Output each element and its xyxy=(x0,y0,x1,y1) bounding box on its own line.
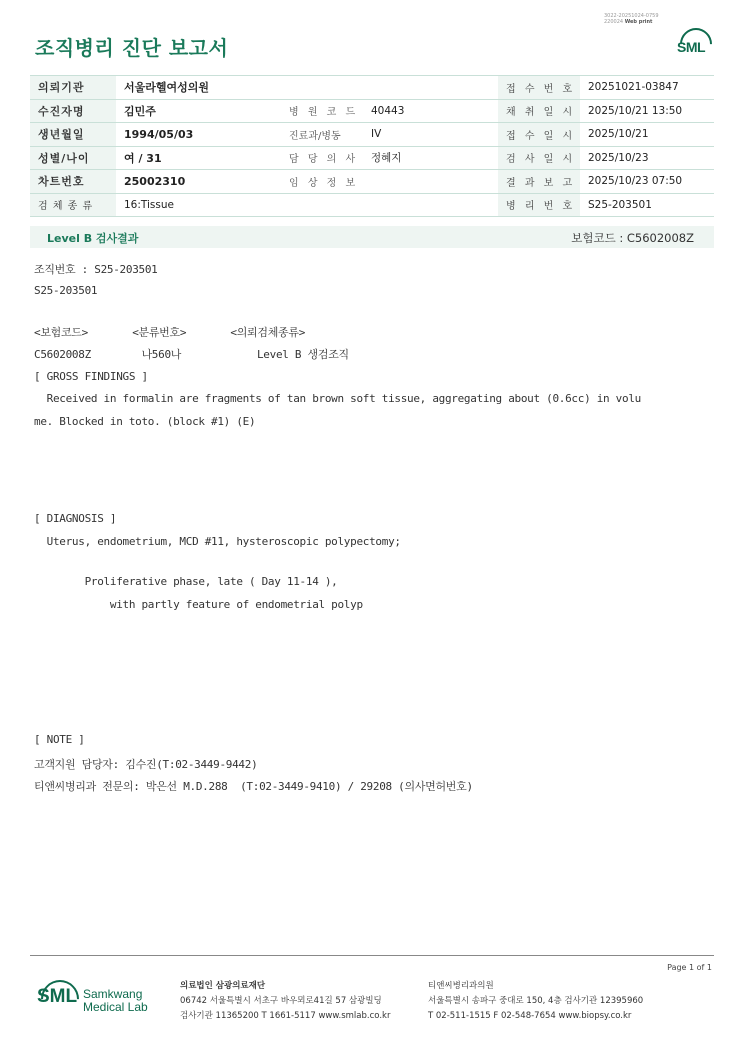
gross-findings-line1: Received in formalin are fragments of tan brown soft tissue, aggregating about (0.6cc) in volu xyxy=(34,392,641,405)
logo-sml-text: SML xyxy=(37,986,78,1007)
report-title: 조직병리 진단 보고서 xyxy=(35,36,229,60)
footer-company2 xyxy=(428,979,643,1024)
diagnosis-line2: Proliferative phase, late ( Day 11-14 ), xyxy=(34,575,338,588)
result-section-header xyxy=(30,226,714,248)
value-birthdate: 1994/05/03 xyxy=(116,123,281,147)
value-pathology-no: S25-203501 xyxy=(580,193,714,217)
info-row xyxy=(30,76,714,100)
logo-company-name: Samkwang Medical Lab xyxy=(83,987,148,1014)
info-row xyxy=(30,170,714,194)
code-column-headers: <보험코드> <분류번호> <의뢰검체종류> xyxy=(34,326,306,339)
company2-contact: T 02-511-1515 F 02-548-7654 www.biopsy.co.kr xyxy=(428,1011,632,1021)
company2-address: 서울특별시 송파구 중대로 150, 4층 검사기관 12395960 xyxy=(428,996,644,1006)
label-receipt-date: 접 수 일 시 xyxy=(498,123,580,147)
label-specimen-type: 검 체 종 류 xyxy=(30,193,116,217)
print-code xyxy=(604,13,659,25)
note-line2: 티앤씨병리과 전문의: 박은선 M.D.288 (T:02-3449-9410) / 29208 (의사면허번호) xyxy=(34,780,473,793)
diagnosis-line1: Uterus, endometrium, MCD #11, hysteroscopic polypectomy; xyxy=(34,535,401,548)
page-number: Page 1 of 1 xyxy=(667,963,712,972)
value-hospital-code: 40443 xyxy=(363,99,498,123)
logo-text: SML xyxy=(677,39,706,55)
label-receipt-no: 접 수 번 호 xyxy=(498,76,580,100)
label-doctor: 담 당 의 사 xyxy=(281,146,363,170)
label-sex-age: 성별/나이 xyxy=(30,146,116,170)
label-clinical-info: 임 상 정 보 xyxy=(281,170,363,194)
note-line1: 고객지원 담당자: 김수진(T:02-3449-9442) xyxy=(34,758,258,771)
info-row xyxy=(30,146,714,170)
company1-address: 06742 서울특별시 서초구 바우뫼로41길 57 삼광빌딩 xyxy=(180,996,382,1006)
gross-findings-title: [ GROSS FINDINGS ] xyxy=(34,370,148,383)
value-chart-no: 25002310 xyxy=(116,170,281,194)
label-chart-no: 차트번호 xyxy=(30,170,116,194)
info-row xyxy=(30,193,714,217)
samkwang-logo xyxy=(37,980,167,1028)
footer-divider xyxy=(30,955,714,956)
label-birthdate: 생년월일 xyxy=(30,123,116,147)
tissue-number: 조직번호 : S25-203501 xyxy=(34,263,158,276)
note-title: [ NOTE ] xyxy=(34,733,85,746)
value-receipt-no: 20251021-03847 xyxy=(580,76,714,100)
code-column-values: C5602008Z 나560나 Level B 생검조직 xyxy=(34,348,349,361)
value-sex-age: 여 / 31 xyxy=(116,146,281,170)
label-hospital-code: 병 원 코 드 xyxy=(281,99,363,123)
label-pathology-no: 병 리 번 호 xyxy=(498,193,580,217)
info-row xyxy=(30,99,714,123)
footer-company1 xyxy=(180,979,390,1024)
label-test-date: 검 사 일 시 xyxy=(498,146,580,170)
info-row xyxy=(30,123,714,147)
label-result-report: 결 과 보 고 xyxy=(498,170,580,194)
company1-contact: 검사기관 11365200 T 1661-5117 www.smlab.co.kr xyxy=(180,1011,391,1021)
gross-findings-line2: me. Blocked in toto. (block #1) (E) xyxy=(34,415,256,428)
company2-name: 티앤씨병리과의원 xyxy=(428,981,494,991)
value-result-report: 2025/10/23 07:50 xyxy=(580,170,714,194)
value-doctor: 정혜지 xyxy=(363,146,498,170)
value-patient-name: 김민주 xyxy=(116,99,281,123)
diagnosis-line3: with partly feature of endometrial polyp xyxy=(34,598,363,611)
print-code-line1: 3022-20251024-0759 xyxy=(604,13,659,19)
diagnosis-title: [ DIAGNOSIS ] xyxy=(34,512,117,525)
value-receipt-date: 2025/10/21 xyxy=(580,123,714,147)
value-clinical-info xyxy=(363,170,498,194)
sml-logo xyxy=(676,28,712,60)
value-requester: 서울라헬여성의원 xyxy=(116,76,498,100)
value-department: IV xyxy=(363,123,498,147)
label-requester: 의뢰기관 xyxy=(30,76,116,100)
insurance-code: 보험코드 : C5602008Z xyxy=(571,231,694,245)
tissue-number-2: S25-203501 xyxy=(34,284,98,297)
label-department: 진료과/병동 xyxy=(281,123,363,147)
value-collection-date: 2025/10/21 13:50 xyxy=(580,99,714,123)
label-patient-name: 수진자명 xyxy=(30,99,116,123)
result-section-title: Level B 검사결과 xyxy=(47,232,139,245)
value-test-date: 2025/10/23 xyxy=(580,146,714,170)
value-specimen-type: 16:Tissue xyxy=(116,193,498,217)
patient-info-table xyxy=(30,75,714,217)
label-collection-date: 채 취 일 시 xyxy=(498,99,580,123)
print-code-line2: 220024 Web print xyxy=(604,19,653,25)
company1-name: 의료법인 삼광의료재단 xyxy=(180,981,266,991)
